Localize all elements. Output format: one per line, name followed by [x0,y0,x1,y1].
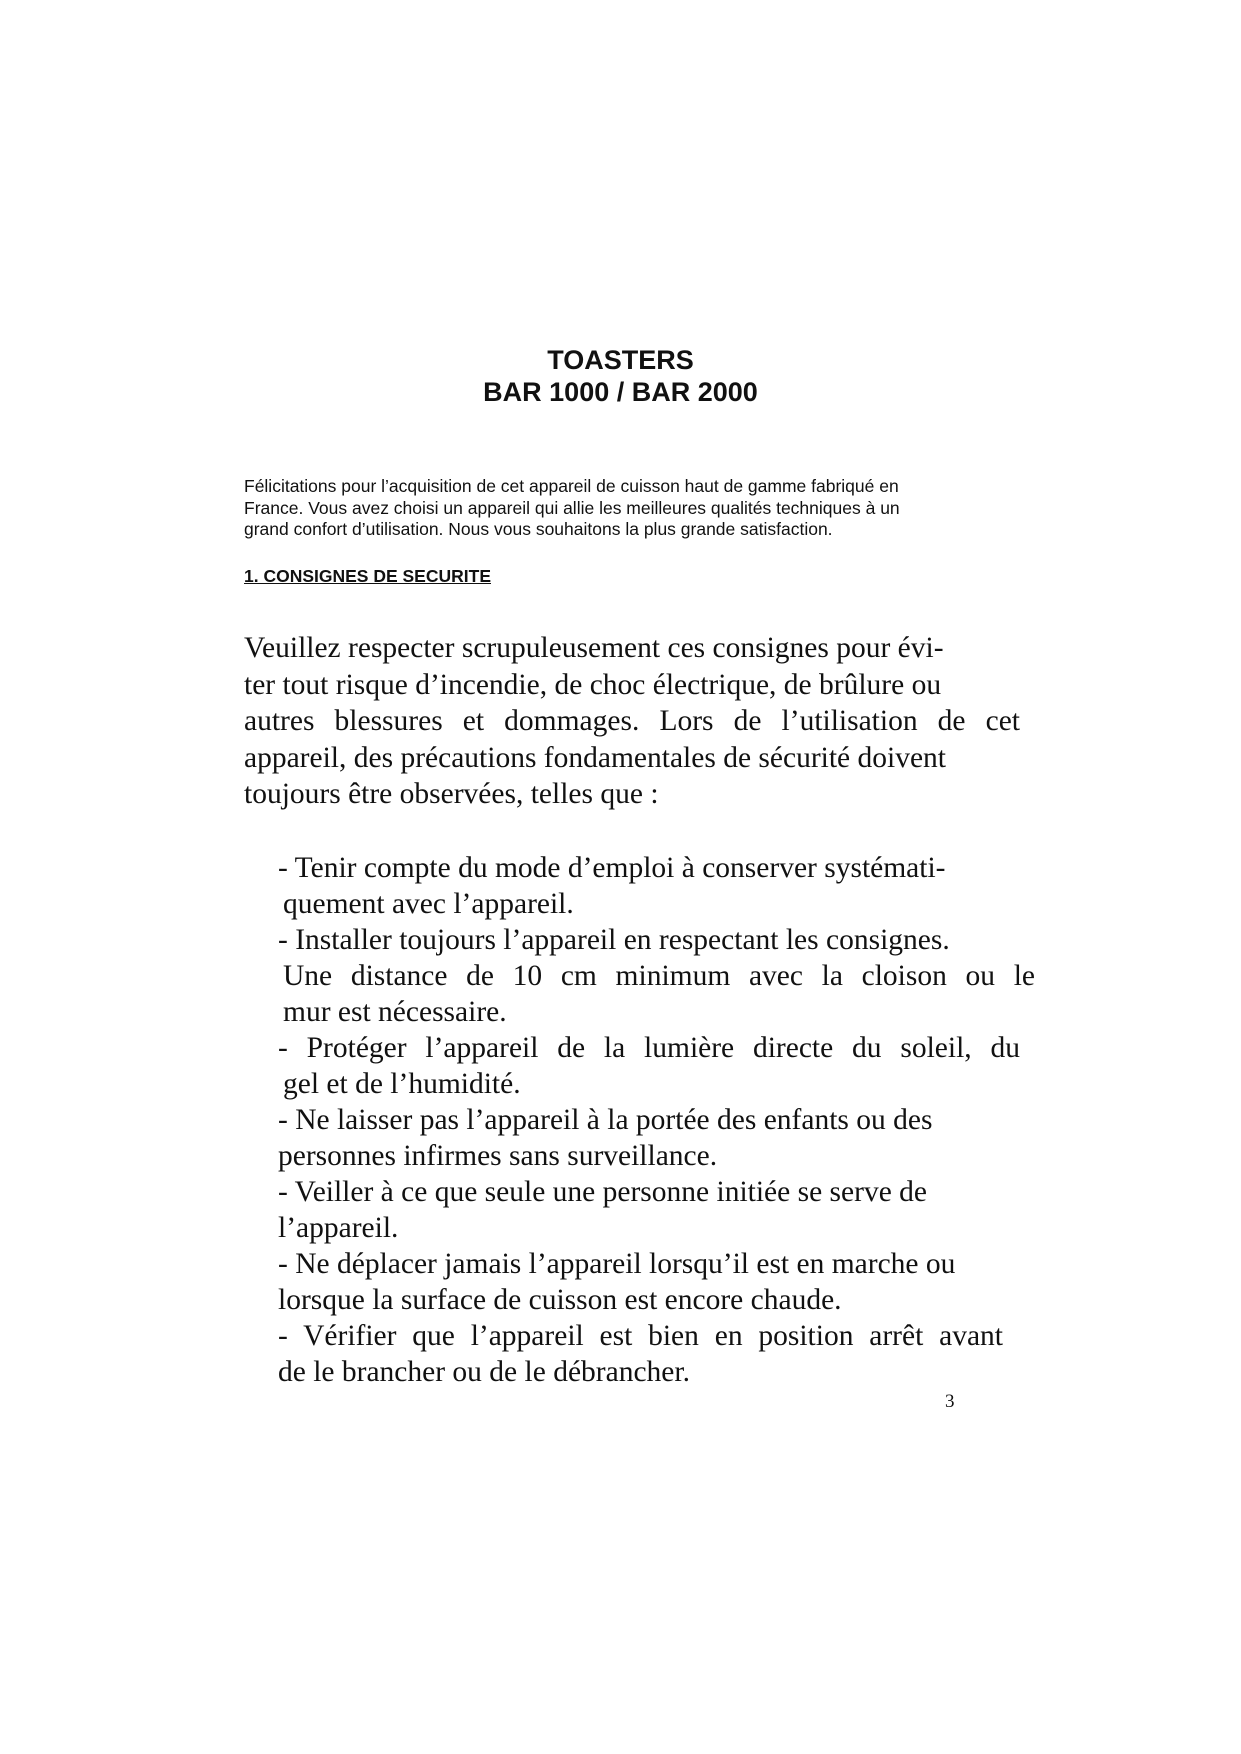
list-item-line: - Vérifier que l’appareil est bien en position arrêt avant [278,1320,1003,1352]
list-item [278,1318,1038,1390]
list-item-line: personnes infirmes sans surveillance. [278,1140,718,1172]
list-item-line: - Ne laisser pas l’appareil à la portée des enfants ou des [278,1104,933,1136]
safety-intro-paragraph [244,630,1020,813]
list-item-line: l’appareil. [278,1212,399,1244]
intro-line: France. Vous avez choisi un appareil qui allie les meilleures qualités techniques à un [244,497,900,518]
list-item-line: de le brancher ou de le débrancher. [278,1356,690,1388]
section-heading-safety: 1. CONSIGNES DE SECURITE [244,566,491,586]
list-item-line: - Tenir compte du mode d’emploi à conserver systémati- [278,852,946,884]
list-item-line: - Veiller à ce que seule une personne initiée se serve de [278,1176,927,1208]
intro-line: grand confort d’utilisation. Nous vous souhaitons la plus grande satisfaction. [244,519,833,539]
list-item-line: mur est nécessaire. [283,996,507,1028]
list-item-line: - Ne déplacer jamais l’appareil lorsqu’il est en marche ou [278,1248,956,1280]
list-item-line: lorsque la surface de cuisson est encore chaude. [278,1284,842,1316]
paragraph-line: autres blessures et dommages. Lors de l’utilisation de cet [244,705,1020,738]
list-item [278,1246,1038,1318]
paragraph-line: Veuillez respecter scrupuleusement ces consignes pour évi- [244,632,944,664]
document-title: TOASTERS [547,345,694,375]
list-item-line: - Protéger l’appareil de la lumière directe du soleil, du [278,1032,1020,1064]
safety-instructions-list [278,850,1038,1390]
list-item-line: quement avec l’appareil. [283,888,574,920]
list-item [278,850,1038,922]
paragraph-line: appareil, des précautions fondamentales de sécurité doivent [244,741,946,774]
page-number: 3 [945,1391,955,1412]
list-item-line: - Installer toujours l’appareil en respectant les consignes. [278,924,950,956]
intro-line: Félicitations pour l’acquisition de cet appareil de cuisson haut de gamme fabriqué en [244,476,899,496]
list-item-line: gel et de l’humidité. [283,1068,521,1100]
list-item [278,1174,1038,1246]
paragraph-line: toujours être observées, telles que : [244,778,659,811]
document-subtitle-models: BAR 1000 / BAR 2000 [483,377,758,407]
list-item [278,1102,1038,1174]
intro-paragraph [244,476,974,541]
list-item [278,1030,1038,1102]
paragraph-line: ter tout risque d’incendie, de choc électrique, de brûlure ou [244,668,942,701]
list-item-line: Une distance de 10 cm minimum avec la cloison ou le [283,960,1035,992]
list-item [278,922,1038,1030]
